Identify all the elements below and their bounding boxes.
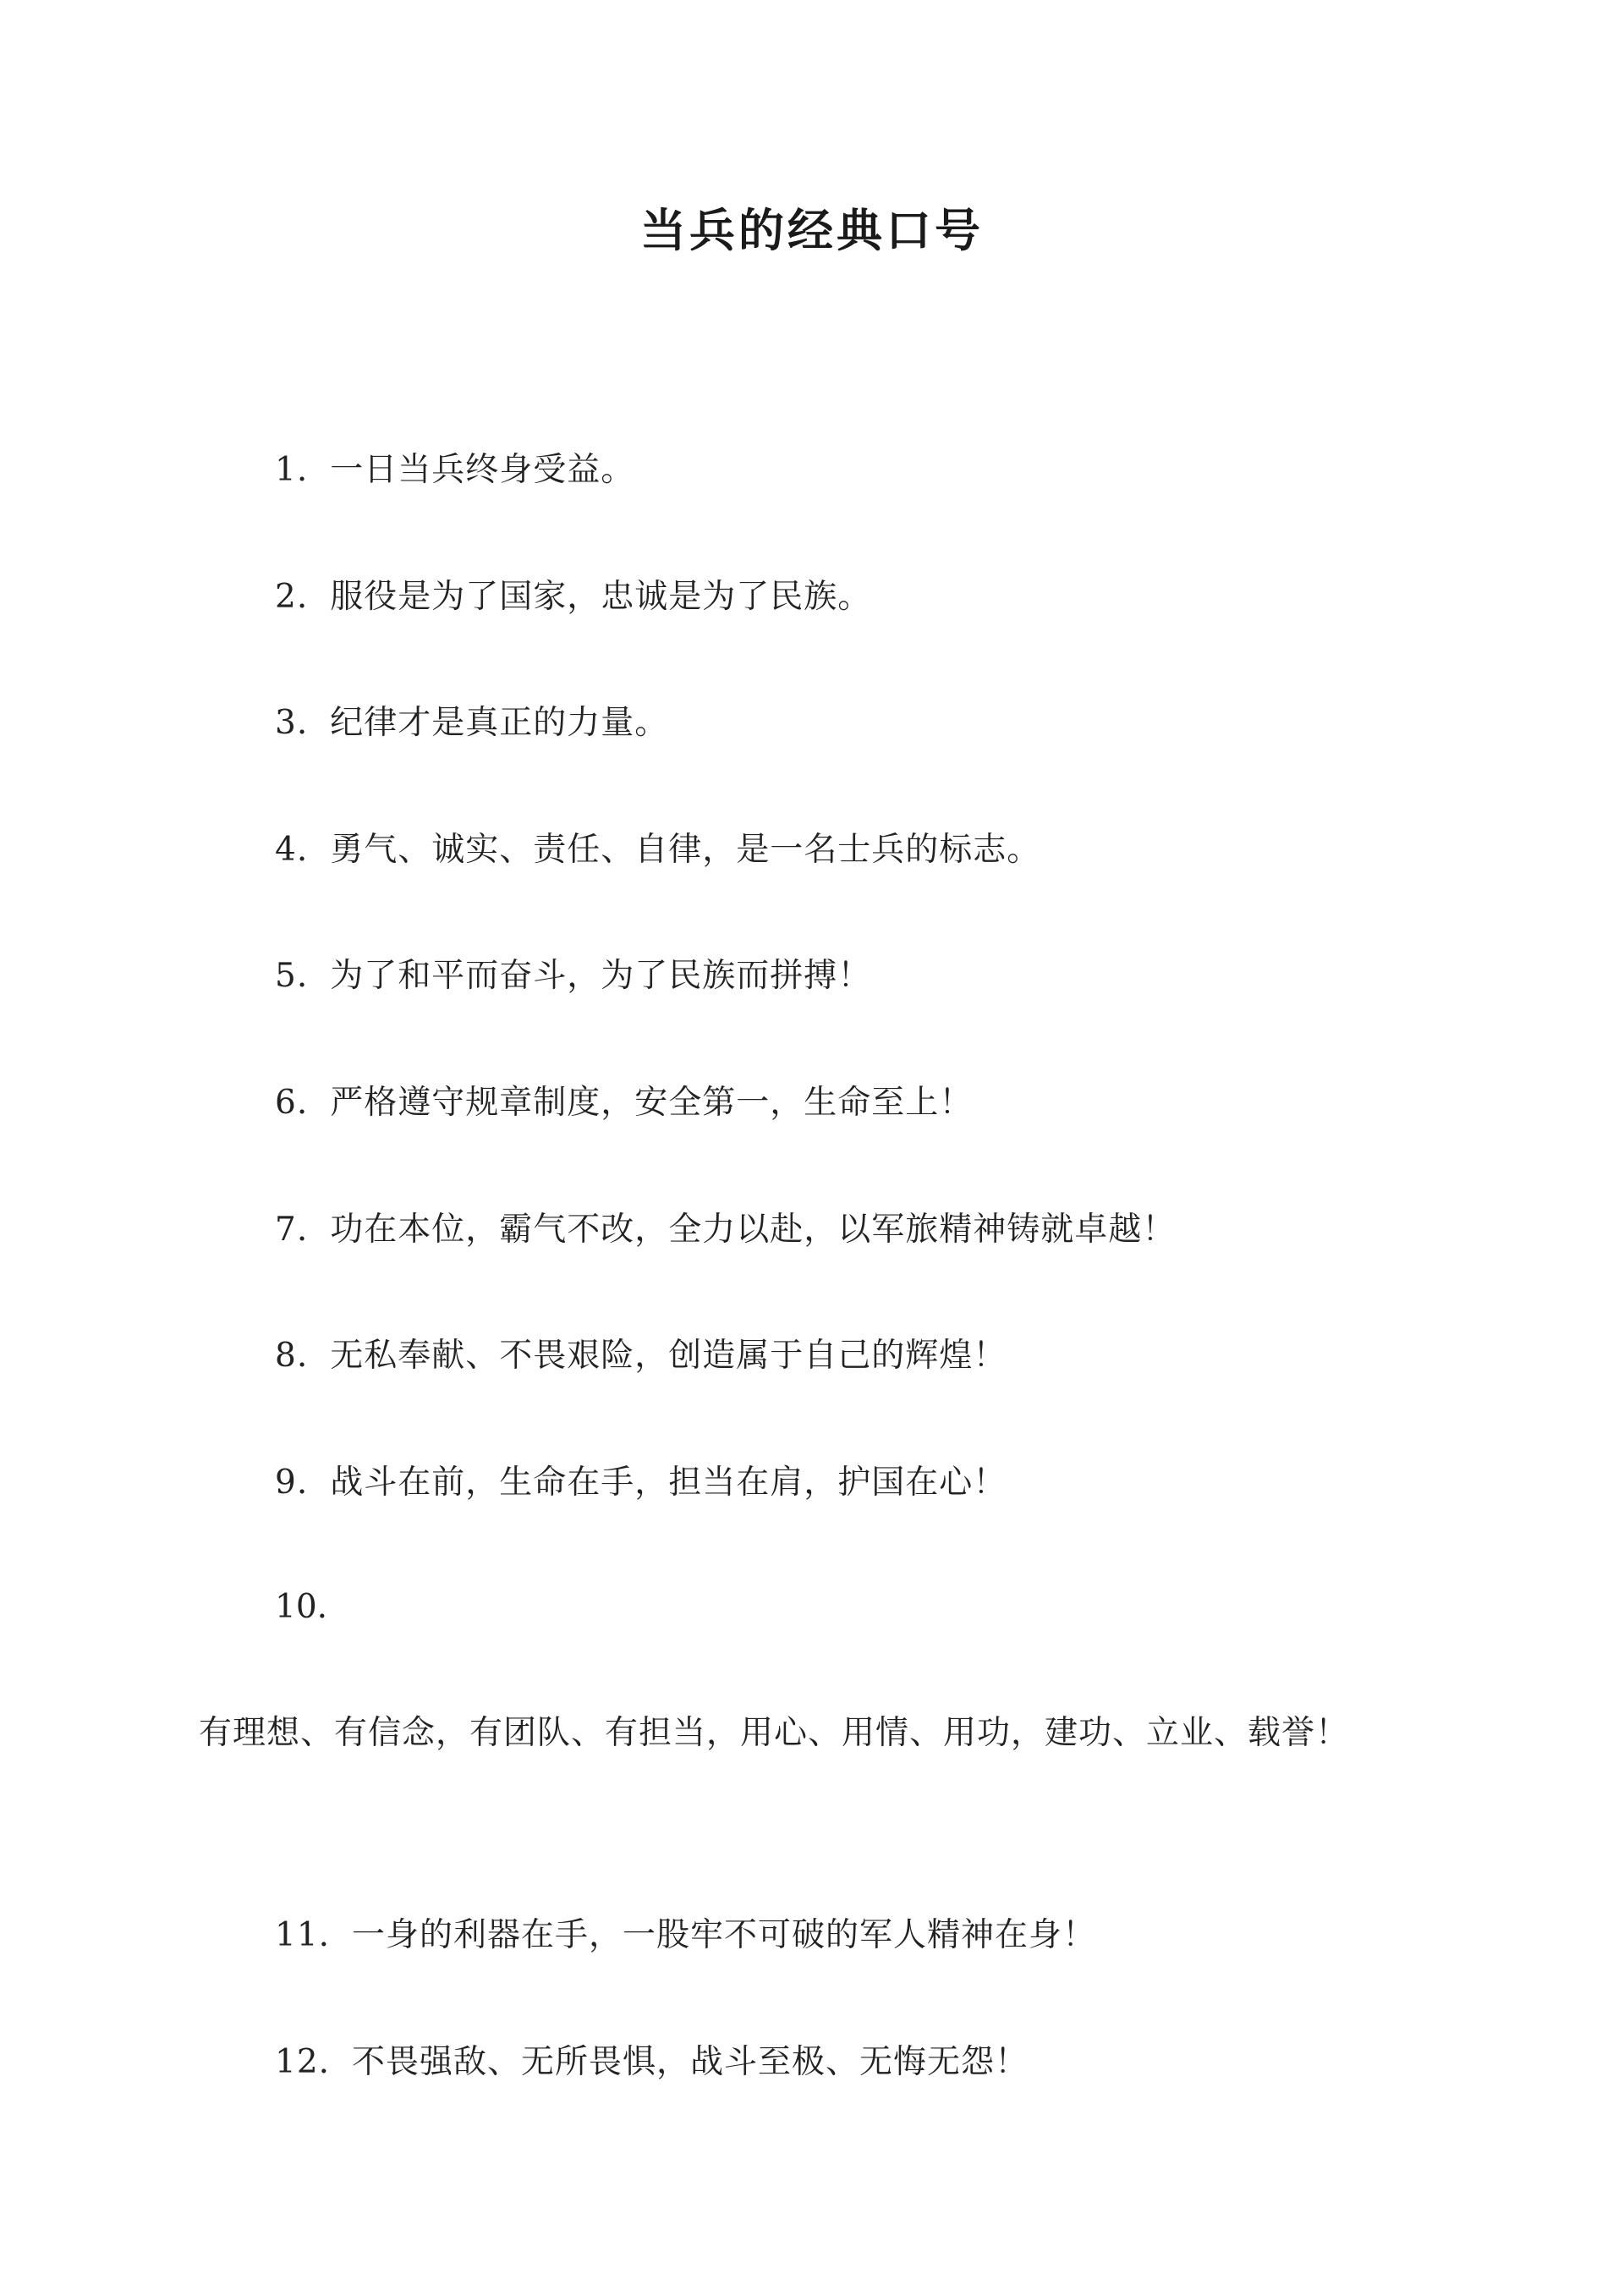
item-number: 2. [275, 578, 309, 616]
list-item [275, 956, 871, 997]
page-title: 当兵的经典口号 [640, 203, 984, 257]
item-text: 一身的利器在手，一股牢不可破的军人精神在身！ [352, 1916, 1097, 1954]
item-number: 4. [275, 831, 309, 869]
item-number: 7. [275, 1211, 309, 1249]
item-number: 1. [275, 451, 309, 489]
list-item [275, 1915, 1096, 1956]
item-text: 功在本位，霸气不改，全力以赴，以军旅精神铸就卓越！ [330, 1211, 1177, 1249]
list-item [275, 1463, 1007, 1503]
item-number: 6. [275, 1084, 309, 1122]
item-text: 纪律才是真正的力量。 [330, 704, 669, 742]
list-item [275, 577, 871, 618]
item-text: 严格遵守规章制度，安全第一，生命至上！ [330, 1084, 974, 1122]
item-text: 不畏强敌、无所畏惧，战斗至极、无悔无怨！ [352, 2043, 1029, 2081]
list-item [275, 2042, 1029, 2083]
item-text: 服役是为了国家，忠诚是为了民族。 [330, 578, 872, 616]
list-item [275, 1210, 1176, 1250]
list-item [275, 1083, 973, 1123]
list-item [275, 830, 1040, 871]
item-text: 战斗在前，生命在手，担当在肩，护国在心！ [330, 1464, 1007, 1502]
item-number: 5. [275, 957, 309, 995]
list-item [275, 450, 634, 491]
item-text: 为了和平而奋斗，为了民族而拼搏！ [330, 957, 872, 995]
list-item [275, 703, 668, 744]
item-text: 无私奉献、不畏艰险，创造属于自己的辉煌！ [330, 1337, 1007, 1375]
item-number: 9. [275, 1464, 309, 1502]
item-number: 8. [275, 1337, 309, 1375]
item-number: 12. [275, 2043, 331, 2081]
item-number: 3. [275, 704, 309, 742]
item-text: 有理想、有信念，有团队、有担当，用心、用情、用功，建功、立业、载誉！ [199, 1714, 1350, 1752]
item-number: 10. [275, 1588, 328, 1626]
item-text: 一日当兵终身受益。 [330, 451, 635, 489]
item-number: 11. [275, 1916, 331, 1954]
list-item [275, 1336, 1007, 1376]
item-text: 勇气、诚实、责任、自律，是一名士兵的标志。 [330, 831, 1041, 869]
